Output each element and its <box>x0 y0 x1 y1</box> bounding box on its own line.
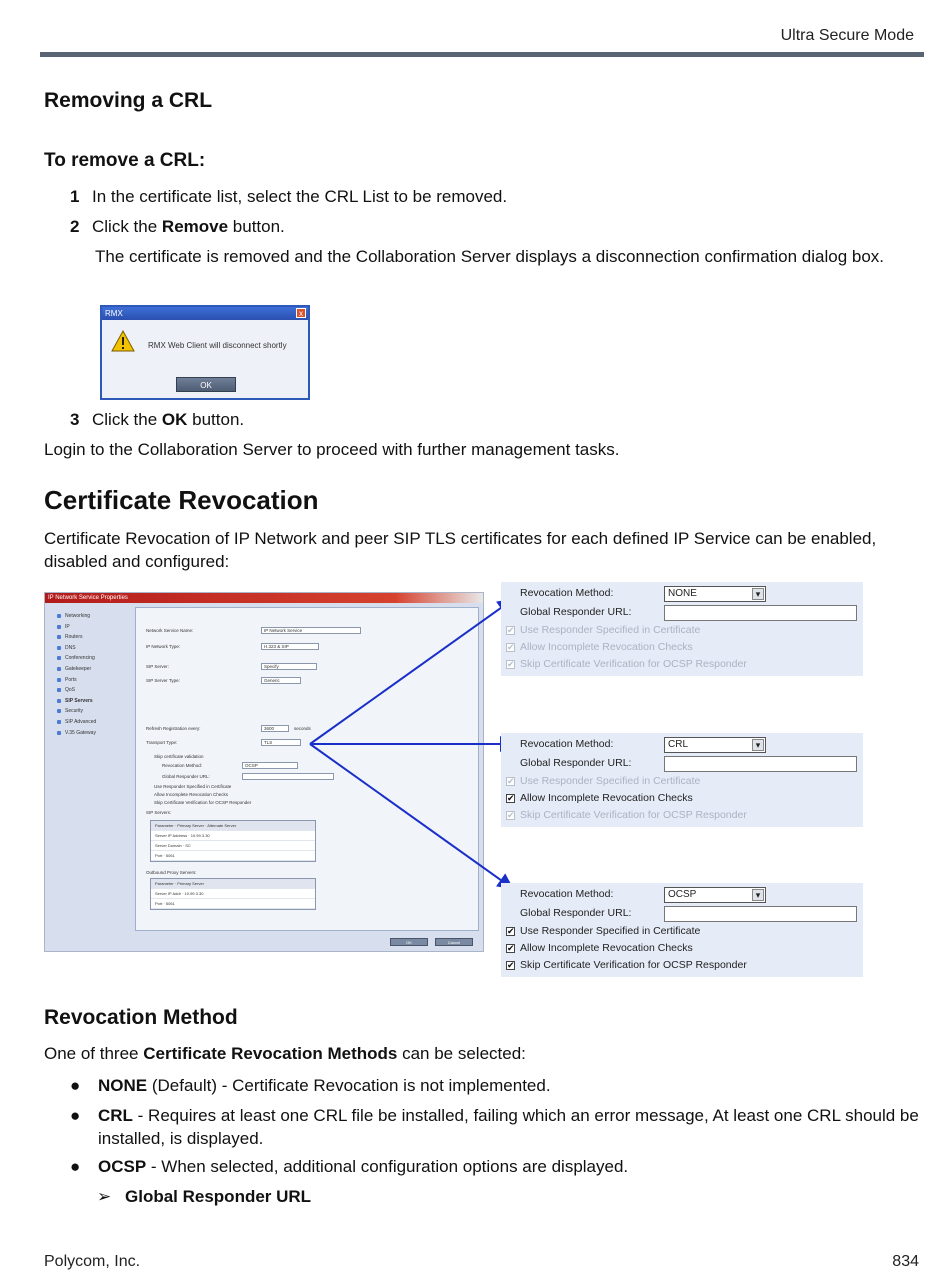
bullet-none <box>70 1074 551 1097</box>
step-number: 2 <box>70 217 80 236</box>
table-row: Port · 5061 <box>151 851 315 861</box>
procedure-heading: To remove a CRL: <box>44 150 206 171</box>
table-header: Parameter · Primary Server · Alternate Server <box>151 821 315 831</box>
step-bold: OK <box>161 410 188 429</box>
checkbox: ✔ <box>507 642 515 652</box>
cell: Port <box>155 853 163 858</box>
method-label: Revocation Method: <box>520 888 614 900</box>
arrow-to-none-panel <box>310 600 512 744</box>
step-2-result: The certificate is removed and the Collaboration Server displays a disconnection confirmation dialog box. <box>95 247 885 266</box>
nav-item: V.35 Gateway <box>51 728 131 739</box>
field-label: Transport Type: <box>146 740 178 745</box>
allow-incomplete-label: Allow Incomplete Revocation Checks <box>520 942 693 954</box>
nav-item: DNS <box>51 643 131 654</box>
method-select: CRL ▾ <box>664 737 766 753</box>
bold-text: OCSP <box>98 1157 147 1176</box>
nav-item: Gatekeeper <box>51 664 131 675</box>
table-row: Server IP Address · 10.99.3.30 <box>151 831 315 841</box>
closing-paragraph: Login to the Collaboration Server to proceed with further management tasks. <box>44 440 620 459</box>
bullet-ocsp <box>70 1155 628 1178</box>
field-value: TLS <box>261 739 301 746</box>
cell: 5061 <box>165 853 175 858</box>
dialog-title: RMX <box>105 309 123 318</box>
cell: Server Domain <box>155 843 182 848</box>
use-responder-label: Use Responder Specified in Certificate <box>520 775 701 787</box>
nav-item: Conferencing <box>51 653 131 664</box>
table-row: Server Domain · SC <box>151 841 315 851</box>
step-text: Click the <box>92 217 162 236</box>
section-heading-certificate-revocation: Certificate Revocation <box>44 485 319 515</box>
table-caption: Outbound Proxy Servers: <box>146 870 197 875</box>
method-select: OCSP ▾ <box>664 887 766 903</box>
allow-incomplete-label: Allow Incomplete Revocation Checks <box>520 792 693 804</box>
url-label: Global Responder URL: <box>520 606 632 618</box>
cell: Server IP Addr <box>155 891 181 896</box>
cell: 10.99.3.30 <box>190 833 210 838</box>
checkbox: ✔ <box>507 625 515 635</box>
bullet-icon: ● <box>70 1076 81 1095</box>
bullet-icon: ● <box>70 1157 81 1176</box>
header-cell: Alternate Server <box>207 823 237 828</box>
revocation-panel-none <box>501 582 863 676</box>
field-value: IP Network Service <box>261 627 361 634</box>
header-cell: Parameter <box>155 881 174 886</box>
field-value: Specify <box>261 663 317 670</box>
method-select: NONE ▾ <box>664 586 766 602</box>
checkbox-checked: ✔ <box>507 926 515 936</box>
field-label: Network Service Name: <box>146 628 194 633</box>
field-unit: seconds <box>294 726 311 731</box>
step-number: 3 <box>70 410 80 429</box>
step-text: button. <box>187 410 245 429</box>
dialog-ok-button: OK <box>176 377 236 392</box>
arrow-to-ocsp-panel <box>310 744 512 888</box>
field-label: SIP Server: <box>146 664 169 669</box>
text: - Requires at least one CRL file be installed, failing which an error message, At least one CRL should be installed, is displayed. <box>98 1106 919 1148</box>
field-label: Refresh Registration every: <box>146 726 201 731</box>
screenshot-cancel-button: Cancel <box>435 938 473 946</box>
screenshot-titlebar: IP Network Service Properties <box>45 593 483 603</box>
step-text: Click the <box>92 410 162 429</box>
checkbox-checked: ✔ <box>507 793 515 803</box>
bold-text: CRL <box>98 1106 133 1125</box>
screenshot-ok-button: OK <box>390 938 428 946</box>
table-row: Port · 5061 <box>151 899 315 909</box>
header-cell: Parameter <box>155 823 174 828</box>
field-label: Skip certificate validation <box>154 754 204 759</box>
arrow-bullet-icon: ➢ <box>97 1187 112 1206</box>
text: - When selected, additional configuration options are displayed. <box>146 1157 629 1176</box>
footer-company: Polycom, Inc. <box>44 1253 141 1270</box>
table-caption: SIP Servers: <box>146 810 172 815</box>
url-label: Global Responder URL: <box>520 757 632 769</box>
step-text: In the certificate list, select the CRL List to be removed. <box>92 187 508 206</box>
skip-ocsp-label: Skip Certificate Verification for OCSP Responder <box>520 658 747 670</box>
url-input <box>664 605 857 621</box>
field-value: H.323 & SIP <box>261 643 319 650</box>
text: can be selected: <box>397 1044 526 1063</box>
cell: 10.99.3.30 <box>184 891 204 896</box>
bullet-crl <box>70 1104 920 1150</box>
field-label: Revocation Method: <box>162 763 203 768</box>
field-label: Use Responder Specified in Certificate <box>154 784 232 789</box>
skip-ocsp-label: Skip Certificate Verification for OCSP Responder <box>520 959 747 971</box>
use-responder-label: Use Responder Specified in Certificate <box>520 624 701 636</box>
field-label: Skip Certificate Verification for OCSP Responder <box>154 800 252 805</box>
certificate-revocation-intro: Certificate Revocation of IP Network and peer SIP TLS certificates for each defined IP Service can be enabled, disabled and configured: <box>44 529 877 571</box>
table-row: Server IP Addr · 10.99.3.30 <box>151 889 315 899</box>
dialog-message: RMX Web Client will disconnect shortly <box>148 341 287 350</box>
checkbox-checked: ✔ <box>507 943 515 953</box>
nav-item-selected: SIP Servers <box>51 696 131 707</box>
revocation-panel-crl <box>501 733 863 827</box>
running-header: Ultra Secure Mode <box>780 27 914 44</box>
field-label: Global Responder URL: <box>162 774 210 779</box>
url-input <box>664 906 857 922</box>
url-label: Global Responder URL: <box>520 907 632 919</box>
field-label: IP Network Type: <box>146 644 181 649</box>
section-heading-removing-crl: Removing a CRL <box>44 89 213 112</box>
section-heading-revocation-method: Revocation Method <box>44 1006 238 1029</box>
field-value: 3600 <box>261 725 289 732</box>
text: Global Responder URL <box>125 1187 312 1206</box>
checkbox: ✔ <box>507 810 515 820</box>
text: One of three <box>44 1044 144 1063</box>
field-label: Allow Incomplete Revocation Checks <box>154 792 229 797</box>
checkbox-checked: ✔ <box>507 960 515 970</box>
text: (Default) - Certificate Revocation is not implemented. <box>147 1076 551 1095</box>
step-bold: Remove <box>161 217 229 236</box>
field-label: SIP Server Type: <box>146 678 180 683</box>
checkbox: ✔ <box>507 776 515 786</box>
header-cell: Primary Server <box>177 881 204 886</box>
cell: Port <box>155 901 163 906</box>
nav-item: Networking <box>51 611 131 622</box>
skip-ocsp-label: Skip Certificate Verification for OCSP Responder <box>520 809 747 821</box>
close-icon: x <box>296 308 306 318</box>
url-input <box>664 756 857 772</box>
nav-item: Routers <box>51 632 131 643</box>
method-label: Revocation Method: <box>520 738 614 750</box>
cell: 5061 <box>165 901 175 906</box>
bold-text: Certificate Revocation Methods <box>143 1044 398 1063</box>
revocation-panel-ocsp <box>501 883 863 977</box>
step-number: 1 <box>70 187 80 206</box>
footer-page-number: 834 <box>892 1253 919 1270</box>
allow-incomplete-label: Allow Incomplete Revocation Checks <box>520 641 693 653</box>
header-cell: Primary Server <box>177 823 204 828</box>
nav-item: IP <box>51 622 131 633</box>
nav-item: SIP Advanced <box>51 717 131 728</box>
revocation-method-intro <box>44 1042 526 1065</box>
field-value: Generic <box>261 677 301 684</box>
bullet-icon: ● <box>70 1106 81 1125</box>
checkbox: ✔ <box>507 659 515 669</box>
method-label: Revocation Method: <box>520 587 614 599</box>
table-header: Parameter · Primary Server <box>151 879 315 889</box>
step-text: button. <box>228 217 285 236</box>
sub-bullet-global-responder <box>97 1185 311 1208</box>
nav-item: Ports <box>51 675 131 686</box>
cell: SC <box>185 843 191 848</box>
cell: Server IP Address <box>155 833 188 838</box>
nav-item: Security <box>51 706 131 717</box>
use-responder-label: Use Responder Specified in Certificate <box>520 925 701 937</box>
field-value: OCSP <box>242 762 298 769</box>
bold-text: NONE <box>98 1076 148 1095</box>
nav-item: QoS <box>51 685 131 696</box>
